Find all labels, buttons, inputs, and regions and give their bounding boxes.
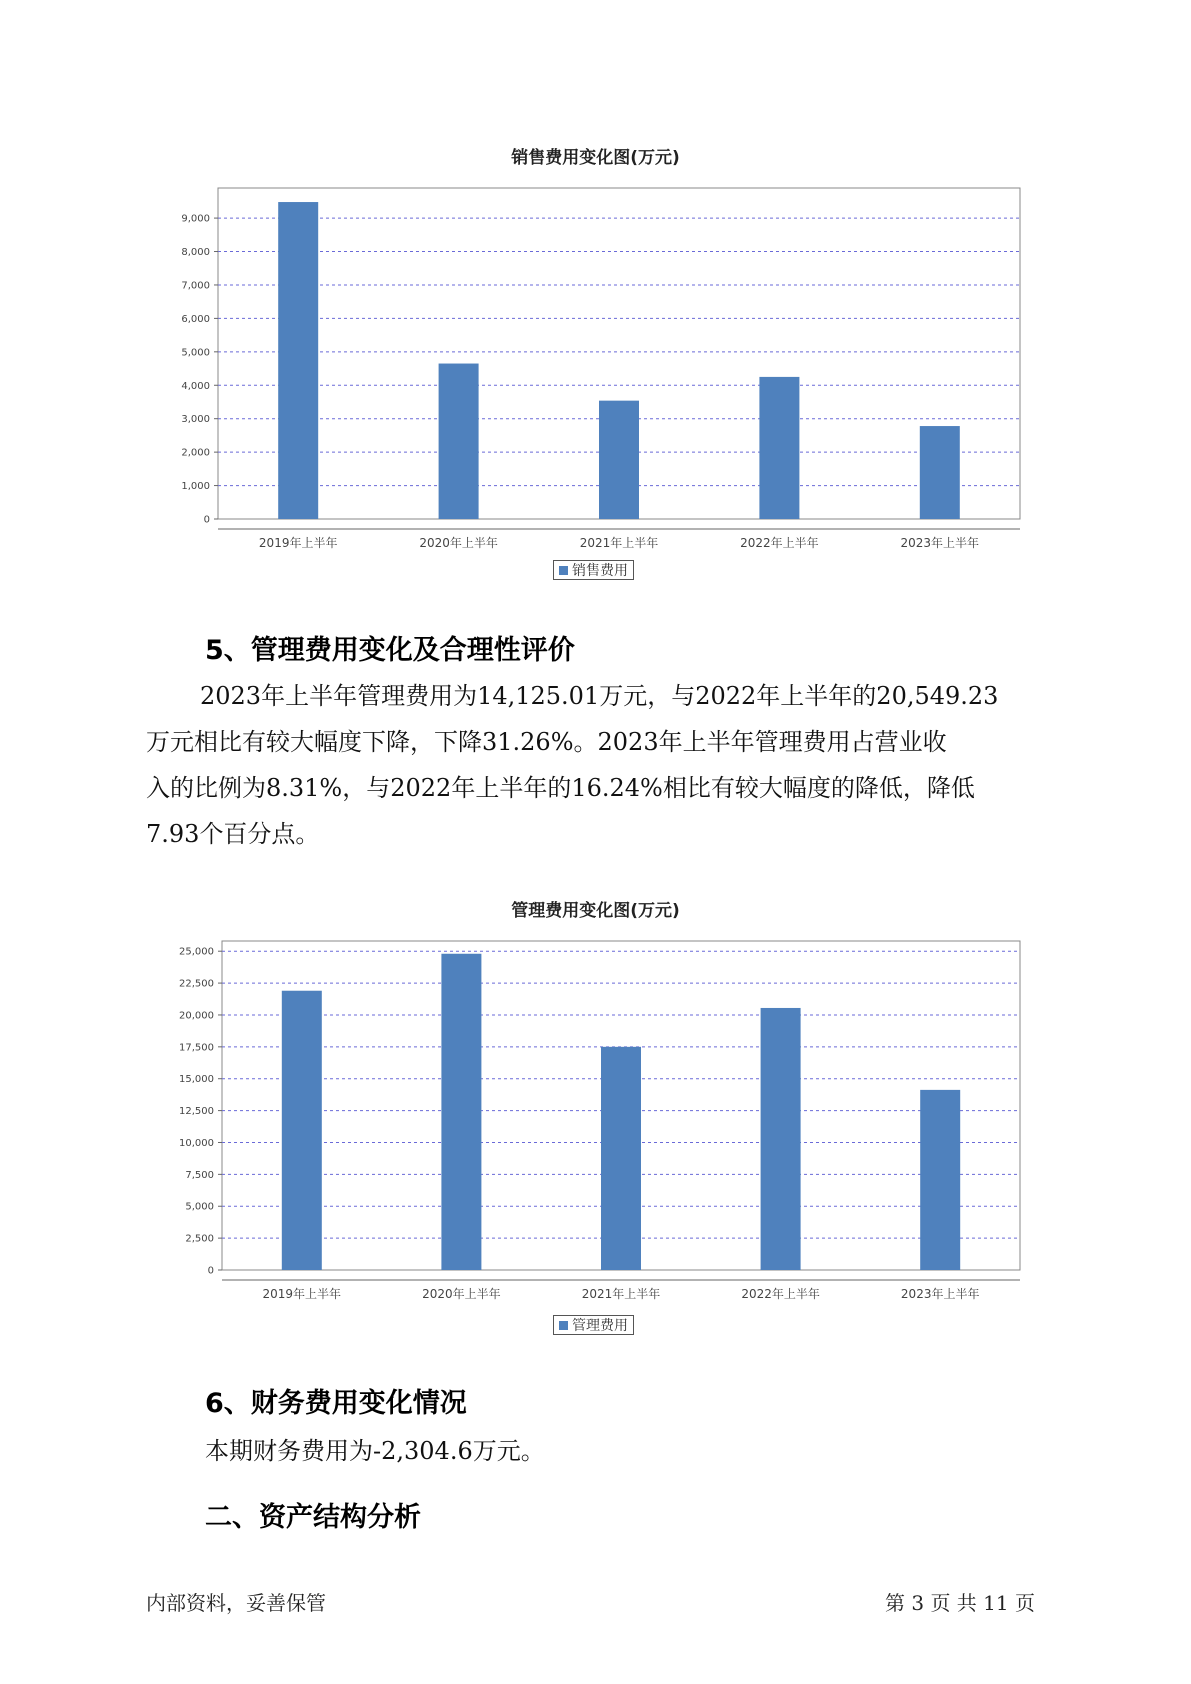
x-tick-label: 2021年上半年	[581, 1287, 661, 1300]
sales-expense-chart	[0, 180, 1191, 550]
bar	[920, 426, 960, 519]
x-tick-label: 2019年上半年	[258, 536, 338, 550]
paragraph-line: 7.93个百分点。	[146, 820, 320, 848]
x-tick-label: 2022年上半年	[741, 1287, 820, 1300]
legend-label: 销售费用	[572, 563, 628, 579]
y-tick-label: 5,000	[181, 347, 210, 359]
bar	[599, 401, 639, 519]
section-heading: 二、资产结构分析	[205, 1502, 421, 1533]
page-number: 第 3 页 共 11 页	[885, 1591, 1035, 1615]
y-tick-label: 5,000	[185, 1201, 214, 1213]
chart-legend	[553, 1315, 634, 1335]
x-tick-label: 2020年上半年	[419, 536, 498, 550]
y-tick-label: 17,500	[179, 1042, 214, 1054]
y-tick-label: 2,000	[181, 447, 210, 459]
bar	[761, 1008, 801, 1270]
y-tick-label: 1,000	[181, 481, 210, 493]
y-tick-label: 25,000	[179, 946, 214, 958]
paragraph-line: 本期财务费用为-2,304.6万元。	[205, 1437, 545, 1465]
y-tick-label: 0	[203, 514, 210, 526]
y-tick-label: 12,500	[179, 1106, 214, 1118]
paragraph-line: 入的比例为8.31%，与2022年上半年的16.24%相比有较大幅度的降低，降低	[146, 774, 975, 802]
x-tick-label: 2023年上半年	[900, 536, 980, 550]
y-tick-label: 2,500	[185, 1233, 214, 1245]
y-tick-label: 7,000	[181, 280, 210, 292]
paragraph-line: 万元相比有较大幅度下降，下降31.26%。2023年上半年管理费用占营业收	[146, 728, 947, 756]
x-tick-label: 2022年上半年	[740, 536, 819, 550]
y-tick-label: 22,500	[179, 978, 214, 990]
y-tick-label: 7,500	[185, 1169, 214, 1181]
bar	[920, 1090, 960, 1270]
footer-left: 内部资料，妥善保管	[146, 1591, 326, 1615]
legend-swatch	[559, 1321, 568, 1330]
bar	[439, 364, 479, 519]
bar	[759, 377, 799, 519]
y-tick-label: 8,000	[181, 247, 210, 259]
y-tick-label: 0	[207, 1265, 214, 1277]
y-tick-label: 6,000	[181, 313, 210, 325]
y-tick-label: 3,000	[181, 414, 210, 426]
x-tick-label: 2023年上半年	[900, 1287, 980, 1300]
bar	[278, 202, 318, 519]
y-tick-label: 9,000	[181, 213, 210, 225]
bar	[282, 991, 322, 1270]
chart-title: 销售费用变化图(万元)	[511, 148, 680, 168]
admin-expense-chart	[0, 930, 1191, 1300]
section-heading: 6、财务费用变化情况	[205, 1388, 467, 1419]
y-tick-label: 20,000	[179, 1010, 214, 1022]
legend-label: 管理费用	[572, 1318, 628, 1334]
chart-legend	[553, 560, 634, 580]
x-tick-label: 2020年上半年	[422, 1287, 501, 1300]
chart-title: 管理费用变化图(万元)	[511, 901, 680, 921]
section-heading: 5、管理费用变化及合理性评价	[205, 635, 575, 666]
bar	[601, 1047, 641, 1270]
bar	[441, 954, 481, 1270]
x-tick-label: 2021年上半年	[579, 536, 659, 550]
y-tick-label: 4,000	[181, 380, 210, 392]
x-tick-label: 2019年上半年	[262, 1287, 342, 1300]
paragraph-line: 2023年上半年管理费用为14,125.01万元，与2022年上半年的20,549.23	[200, 682, 999, 710]
y-tick-label: 10,000	[179, 1137, 214, 1149]
y-tick-label: 15,000	[179, 1074, 214, 1086]
legend-swatch	[559, 566, 568, 575]
